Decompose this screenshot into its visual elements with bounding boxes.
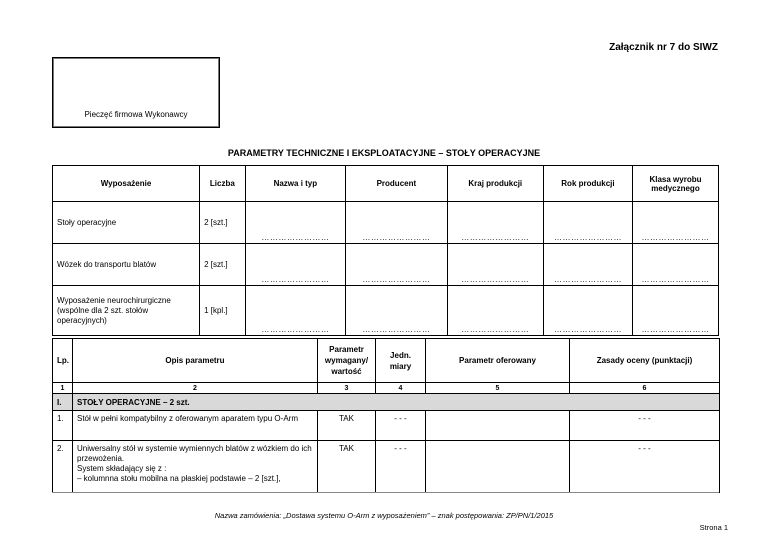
fill-in-field[interactable]: …………………… — [632, 286, 718, 336]
fill-in-field[interactable]: …………………… — [447, 286, 543, 336]
offered-parameter-field[interactable] — [426, 411, 570, 441]
section-row — [53, 394, 720, 411]
column-header: Producent — [346, 166, 448, 202]
footer-divider — [52, 492, 719, 493]
parameter-description: Stół w pełni kompatybilny z oferowanym aparatem typu O-Arm — [73, 411, 318, 441]
fill-in-field[interactable]: …………………… — [543, 286, 632, 336]
required-value: TAK — [318, 441, 376, 493]
column-number: 1 — [53, 383, 73, 394]
description-line: System składający się z : — [77, 464, 167, 473]
column-number: 2 — [73, 383, 318, 394]
table-row — [53, 244, 719, 286]
fill-in-field[interactable]: …………………… — [346, 244, 448, 286]
unit: - - - — [376, 441, 426, 493]
fill-in-field[interactable]: …………………… — [346, 202, 448, 244]
column-header: Liczba — [200, 166, 246, 202]
parameters-table — [52, 338, 720, 493]
column-number: 3 — [318, 383, 376, 394]
unit: - - - — [376, 411, 426, 441]
column-number: 6 — [570, 383, 720, 394]
section-number: I. — [53, 394, 73, 411]
fill-in-field[interactable]: …………………… — [632, 244, 718, 286]
fill-in-field[interactable]: …………………… — [632, 202, 718, 244]
table-row — [53, 202, 719, 244]
column-header: Parametr wymagany/ wartość — [318, 339, 376, 383]
column-header: Kraj produkcji — [447, 166, 543, 202]
fill-in-field[interactable]: …………………… — [245, 286, 345, 336]
row-number: 1. — [53, 411, 73, 441]
table-row — [53, 411, 720, 441]
equipment-qty: 2 [szt.] — [200, 244, 246, 286]
page-title: PARAMETRY TECHNICZNE I EKSPLOATACYJNE – STOŁY OPERACYJNE — [227, 148, 541, 158]
fill-in-field[interactable]: …………………… — [245, 202, 345, 244]
description-line: – kolumnna stołu mobilna na płaskiej podstawie – 2 [szt.], — [77, 474, 281, 483]
column-header: Opis parametru — [73, 339, 318, 383]
column-header: Nazwa i typ — [245, 166, 345, 202]
fill-in-field[interactable]: …………………… — [543, 244, 632, 286]
fill-in-field[interactable]: …………………… — [346, 286, 448, 336]
column-header: Klasa wyrobu medycznego — [632, 166, 718, 202]
parameter-description — [73, 441, 318, 493]
equipment-header-row — [53, 166, 719, 202]
scoring-rule: - - - — [570, 411, 720, 441]
fill-in-field[interactable]: …………………… — [245, 244, 345, 286]
company-stamp-box — [52, 57, 220, 128]
column-header: Wyposażenie — [53, 166, 200, 202]
column-header: Zasady oceny (punktacji) — [570, 339, 720, 383]
column-header: Jedn. miary — [376, 339, 426, 383]
offered-parameter-field[interactable] — [426, 441, 570, 493]
fill-in-field[interactable]: …………………… — [543, 202, 632, 244]
stamp-label: Pieczęć firmowa Wykonawcy — [84, 110, 188, 119]
fill-in-field[interactable]: …………………… — [447, 202, 543, 244]
column-number-row — [53, 383, 720, 394]
row-number: 2. — [53, 441, 73, 493]
equipment-qty: 2 [szt.] — [200, 202, 246, 244]
annex-label: Załącznik nr 7 do SIWZ — [609, 42, 718, 53]
table-row — [53, 441, 720, 493]
fill-in-field[interactable]: …………………… — [447, 244, 543, 286]
table-row — [53, 286, 719, 336]
column-number: 4 — [376, 383, 426, 394]
equipment-name: Wózek do transportu blatów — [53, 244, 200, 286]
footer-text: Nazwa zamówienia: „Dostawa systemu O-Arm z wyposażeniem” – znak postępowania: ZP/PN/1/2015 — [214, 511, 554, 520]
equipment-name: Wyposażenie neurochirurgiczne (wspólne dla 2 szt. stołów operacyjnych) — [53, 286, 200, 336]
equipment-name: Stoły operacyjne — [53, 202, 200, 244]
column-header: Rok produkcji — [543, 166, 632, 202]
parameters-header-row — [53, 339, 720, 383]
column-header: Parametr oferowany — [426, 339, 570, 383]
page-number: Strona 1 — [699, 523, 728, 532]
description-line: Uniwersalny stół w systemie wymiennych blatów z wózkiem do ich przewożenia. — [77, 444, 312, 463]
required-value: TAK — [318, 411, 376, 441]
column-number: 5 — [426, 383, 570, 394]
scoring-rule: - - - — [570, 441, 720, 493]
section-label: STOŁY OPERACYJNE – 2 szt. — [73, 394, 720, 411]
equipment-table — [52, 165, 719, 336]
equipment-qty: 1 [kpl.] — [200, 286, 246, 336]
column-header: Lp. — [53, 339, 73, 383]
